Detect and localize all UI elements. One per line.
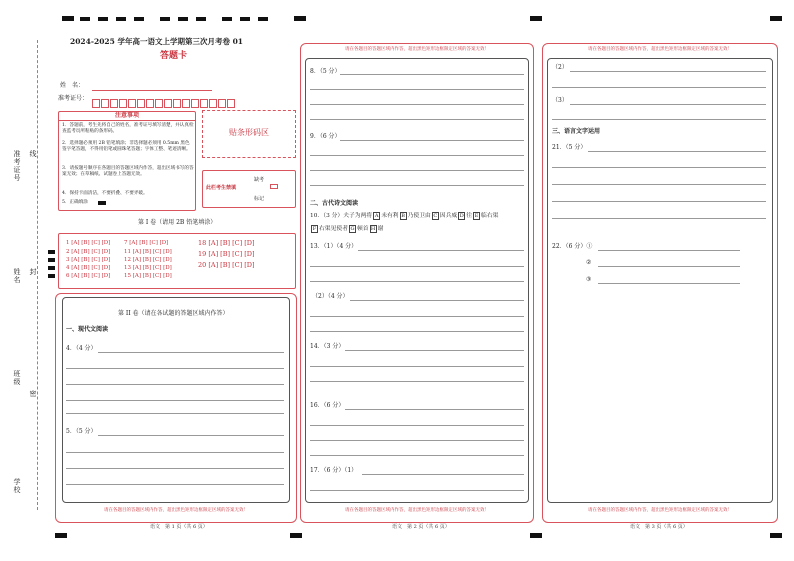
answer-line[interactable] <box>552 218 766 219</box>
notice-item: 3．请按题号顺序在各题目的答题区域内作答，超出区域书写的答案无效；在草稿纸、试题卷上答题无效。 <box>62 166 194 178</box>
alignment-mark <box>258 17 268 21</box>
answer-line[interactable] <box>310 266 524 267</box>
question-label: 13．（1）（4 分） <box>310 243 358 250</box>
bottom-notice: 请在各题目的答题区域内作答，超出黑色矩形边框限定区域的答案无效！ <box>104 508 248 513</box>
q10-break-box[interactable]: D <box>459 212 464 219</box>
answer-line[interactable] <box>340 140 524 141</box>
q10-segment: 临右渠 <box>481 213 499 219</box>
question-label: 8．（5 分） <box>310 68 341 75</box>
q10-break-box[interactable]: A <box>374 212 379 219</box>
answer-line[interactable] <box>588 151 766 152</box>
answer-line[interactable] <box>310 89 524 90</box>
choice-option[interactable]: 7 [A] [B] [C] [D] <box>124 240 169 246</box>
answer-line[interactable] <box>310 119 524 120</box>
answer-area-inner <box>547 58 773 503</box>
answer-line[interactable] <box>345 409 524 410</box>
answer-line[interactable] <box>310 316 524 317</box>
notice-title: 注意事项 <box>58 112 196 121</box>
absent-mark-text: 标记 <box>254 196 265 202</box>
page-footer: 语文 第 3 页（共 6 页） <box>630 524 688 530</box>
answer-line[interactable] <box>310 331 524 332</box>
section1-title: 第 I 卷（请用 2B 铅笔填涂） <box>138 219 217 226</box>
alignment-mark <box>196 17 206 21</box>
q10-segment: 顿首 <box>357 226 369 232</box>
answer-line[interactable] <box>570 71 766 72</box>
section2-title: 第 II 卷（请在各试题的答题区域内作答） <box>118 310 229 317</box>
answer-line[interactable] <box>66 452 284 453</box>
absent-label: 此栏考生禁填 <box>206 185 237 191</box>
question-label: 22．（6 分）① <box>552 243 593 250</box>
question-label: ③ <box>586 276 592 283</box>
q10-break-box[interactable]: C <box>433 212 438 219</box>
q10-segment: 往 <box>466 213 473 219</box>
answer-line[interactable] <box>310 381 524 382</box>
question-label: （2）（4 分） <box>312 293 349 300</box>
alignment-mark <box>290 533 302 538</box>
answer-line[interactable] <box>310 104 524 105</box>
q10-line1 <box>310 211 498 221</box>
answer-line[interactable] <box>66 384 284 385</box>
alignment-mark <box>98 17 108 21</box>
answer-line[interactable] <box>66 368 284 369</box>
page-subtitle: 答题卡 <box>160 51 188 61</box>
answer-line[interactable] <box>310 281 524 282</box>
choice-option[interactable]: 12 [A] [B] [C] [D] <box>124 257 172 263</box>
q10-line2 <box>310 224 383 234</box>
absent-mark-text: 缺考 <box>254 177 265 183</box>
q10-segment: 右渠见使者 <box>319 226 348 232</box>
choice-option[interactable]: 1 [A] [B] [C] [D] <box>66 240 111 246</box>
alignment-mark <box>770 16 782 21</box>
alignment-mark <box>55 533 67 538</box>
q10-segment: 未有利 <box>381 213 399 219</box>
question-label: （2） <box>552 64 568 71</box>
notice-item: 4．保持卡面清洁，不要折叠、不要弄破。 <box>62 191 148 196</box>
absent-checkbox[interactable] <box>270 184 278 189</box>
answer-line[interactable] <box>66 413 284 414</box>
answer-line[interactable] <box>552 184 766 185</box>
q10-break-box[interactable]: B <box>401 212 405 219</box>
answer-line[interactable] <box>552 119 766 120</box>
q10-break-box[interactable]: E <box>474 212 479 219</box>
question-label: 14．（3 分） <box>310 343 345 350</box>
question-label: 4．（4 分） <box>66 345 97 352</box>
answer-line[interactable] <box>310 155 524 156</box>
part-heading: 三、语言文字运用 <box>552 128 601 135</box>
answer-line[interactable] <box>350 300 524 301</box>
alignment-mark <box>116 17 126 21</box>
page-title: 2024-2025 学年高一语文上学期第三次月考卷 01 <box>70 37 244 46</box>
answer-line[interactable] <box>598 250 740 251</box>
question-label: （3） <box>552 97 568 104</box>
part-heading: 一、现代文阅读 <box>66 326 109 333</box>
alignment-mark <box>530 16 542 21</box>
alignment-mark <box>48 266 55 270</box>
alignment-mark <box>770 533 782 538</box>
name-field[interactable] <box>92 90 212 91</box>
notice-item: 5．正确填涂 <box>62 200 88 205</box>
answer-line[interactable] <box>345 350 524 351</box>
q10-segment: 因兵威 <box>439 213 458 219</box>
alignment-mark <box>240 17 250 21</box>
answer-line[interactable] <box>98 435 284 436</box>
answer-line[interactable] <box>310 366 524 367</box>
answer-line[interactable] <box>66 400 284 401</box>
alignment-mark <box>530 533 542 538</box>
top-notice: 请在各题目的答题区域内作答，超出黑色矩形边框限定区域的答案无效！ <box>588 47 732 52</box>
answer-line[interactable] <box>310 440 524 441</box>
ticket-label: 准考证号： <box>58 95 89 102</box>
alignment-mark <box>80 17 90 21</box>
answer-line[interactable] <box>310 185 524 186</box>
choice-option[interactable]: 15 [A] [B] [C] [D] <box>124 273 172 279</box>
side-label-name: 姓名 <box>13 268 21 284</box>
name-label: 姓 名： <box>60 82 85 89</box>
alignment-mark <box>48 274 55 278</box>
answer-line[interactable] <box>340 74 524 75</box>
answer-line[interactable] <box>552 201 766 202</box>
bottom-notice: 请在各题目的答题区域内作答，超出黑色矩形边框限定区域的答案无效！ <box>588 508 732 513</box>
part-heading: 二、古代诗文阅读 <box>310 200 359 207</box>
answer-line[interactable] <box>598 266 740 267</box>
q10-break-box[interactable]: H <box>370 225 376 232</box>
bottom-notice: 请在各题目的答题区域内作答，超出黑色矩形边框限定区域的答案无效！ <box>345 508 489 513</box>
choice-option[interactable]: 3 [A] [B] [C] [D] <box>66 257 111 263</box>
notice-item: 2．选择题必须用 2B 铅笔填涂；非选择题必须用 0.5mm 黑色签字笔答题，不得用铅笔或圆珠笔答题；字体工整、笔迹清晰。 <box>62 141 191 153</box>
notice-item: 1．答题前，考生先将自己的姓名，准考证号填写清楚，并认真检查监考员所粘贴的条形码。 <box>62 123 194 135</box>
q10-segment: 乃使卫由 <box>407 213 431 219</box>
page-footer: 语文 第 2 页（共 6 页） <box>392 524 450 530</box>
choice-option[interactable]: 11 [A] [B] [C] [D] <box>124 249 172 255</box>
question-label: 5．（5 分） <box>66 428 97 435</box>
q10-break-box[interactable]: F <box>312 225 317 232</box>
answer-line[interactable] <box>310 425 524 426</box>
side-label-class: 班级 <box>13 370 21 386</box>
choice-option[interactable]: 2 [A] [B] [C] [D] <box>66 249 111 255</box>
alignment-mark <box>294 16 306 21</box>
alignment-mark <box>62 16 74 21</box>
answer-line[interactable] <box>98 352 284 353</box>
q10-segment: 谢 <box>377 226 384 232</box>
side-label-seal: 封 <box>29 268 37 276</box>
answer-line[interactable] <box>310 170 524 171</box>
question-label: 9．（6 分） <box>310 133 341 140</box>
answer-line[interactable] <box>66 468 284 469</box>
answer-line[interactable] <box>552 87 766 88</box>
choice-option[interactable]: 13 [A] [B] [C] [D] <box>124 265 172 271</box>
alignment-mark <box>160 17 170 21</box>
alignment-mark <box>222 17 232 21</box>
choice-option[interactable]: 6 [A] [B] [C] [D] <box>66 273 111 279</box>
answer-line[interactable] <box>358 250 524 251</box>
question-label: 10．（3 分）夫子为两将 <box>310 213 373 219</box>
side-label-school: 学校 <box>13 478 21 494</box>
choice-option[interactable]: 4 [A] [B] [C] [D] <box>66 265 111 271</box>
top-notice: 请在各题目的答题区域内作答，超出黑色矩形边框限定区域的答案无效！ <box>345 47 489 52</box>
question-label: 16．（6 分） <box>310 402 345 409</box>
answer-line[interactable] <box>552 167 766 168</box>
answer-line[interactable] <box>362 474 524 475</box>
side-label-ticket: 准考证号 <box>13 150 21 182</box>
side-label-line: 线 <box>29 150 37 158</box>
answer-line[interactable] <box>310 455 524 456</box>
page-footer: 语文 第 1 页（共 6 页） <box>150 524 208 530</box>
barcode-label: 贴条形码区 <box>229 128 269 137</box>
choice-option[interactable]: 18 [A] [B] [C] [D] <box>198 239 255 247</box>
question-label: ② <box>586 259 592 266</box>
answer-line[interactable] <box>598 283 740 284</box>
alignment-mark <box>178 17 188 21</box>
q10-break-box[interactable]: G <box>350 225 355 232</box>
choice-option[interactable]: 19 [A] [B] [C] [D] <box>198 250 255 258</box>
answer-line[interactable] <box>66 484 284 485</box>
alignment-mark <box>48 258 55 262</box>
side-label-secret: 密 <box>29 390 37 398</box>
answer-line[interactable] <box>570 104 766 105</box>
alignment-mark <box>48 250 55 254</box>
answer-line[interactable] <box>310 490 524 491</box>
question-label: 21．（5 分） <box>552 144 587 151</box>
choice-option[interactable]: 20 [A] [B] [C] [D] <box>198 261 255 269</box>
alignment-mark <box>134 17 144 21</box>
question-label: 17．（6 分）（1） <box>310 467 358 474</box>
fill-example-mark <box>98 201 106 205</box>
